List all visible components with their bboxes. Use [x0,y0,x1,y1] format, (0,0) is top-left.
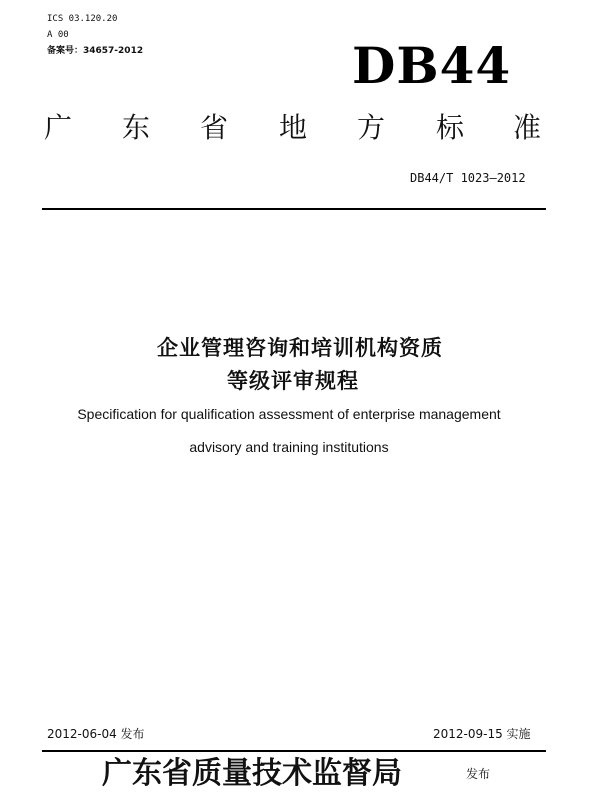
standard-type-char: 方 [357,111,386,144]
standard-type [0,108,600,148]
title-english-line1: Specification for qualification assessment of enterprise management [77,406,501,422]
footer-rule [42,750,546,752]
publish-date: 2012-06-04 发布 [47,727,145,741]
title-english-line2: advisory and training institutions [189,439,389,455]
standard-type-char: 省 [200,111,229,144]
standard-type-char: 地 [279,111,308,144]
header-rule [42,208,546,210]
issuing-authority: 广东省质量技术监督局 [102,756,402,791]
issuer-suffix: 发布 [466,767,491,781]
implement-date: 2012-09-15 实施 [433,727,531,741]
ics-code: ICS 03.120.20 [47,14,118,24]
classification-code: A 00 [47,30,69,40]
title-chinese-line1: 企业管理咨询和培训机构资质 [157,336,443,360]
db44-logo: DB44 [352,36,512,95]
record-number: 备案号：34657-2012 [47,46,144,56]
title-chinese-line2: 等级评审规程 [227,369,359,393]
standard-number: DB44/T 1023—2012 [410,171,526,185]
standard-type-char: 准 [513,111,542,144]
standard-type-char: 东 [122,111,151,144]
standard-type-char: 标 [436,111,465,144]
standard-type-char: 广 [44,111,73,144]
